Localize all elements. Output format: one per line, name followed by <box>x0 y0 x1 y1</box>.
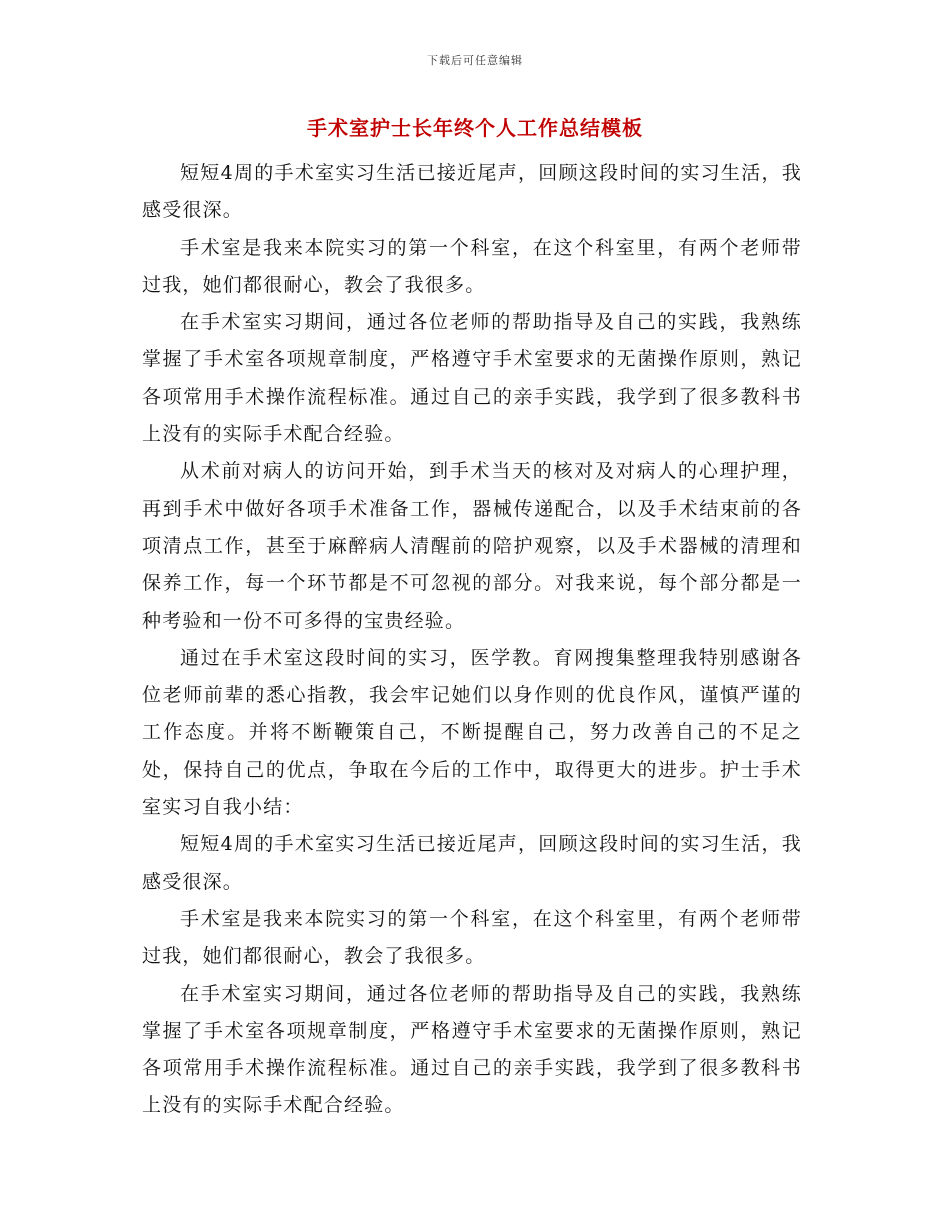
paragraph: 手术室是我来本院实习的第一个科室，在这个科室里，有两个老师带过我，她们都很耐心，教会了我很多。 <box>142 236 802 296</box>
paragraph: 通过在手术室这段时间的实习，医学教。育网搜集整理我特别感谢各位老师前辈的悉心指教，我会牢记她们以身作则的优良作风，谨慎严谨的工作态度。并将不断鞭策自己，不断提醒自己，努力改善自己的不足之处，保持自己的优点，争取在今后的工作中，取得更大的进步。护士手术室实习自我小结： <box>142 646 802 819</box>
header-note: 下载后可任意编辑 <box>427 54 523 67</box>
paragraph: 在手术室实习期间，通过各位老师的帮助指导及自己的实践，我熟练掌握了手术室各项规章制度，严格遵守手术室要求的无菌操作原则，熟记各项常用手术操作流程标准。通过自己的亲手实践，我学到了很多教科书上没有的实际手术配合经验。 <box>142 311 802 446</box>
document-body <box>142 155 802 1125</box>
paragraph: 手术室是我来本院实习的第一个科室，在这个科室里，有两个老师带过我，她们都很耐心，教会了我很多。 <box>142 907 802 968</box>
paragraph: 短短4周的手术室实习生活已接近尾声，回顾这段时间的实习生活，我感受很深。 <box>142 833 802 893</box>
paragraph: 从术前对病人的访问开始，到手术当天的核对及对病人的心理护理，再到手术中做好各项手术准备工作，器械传递配合，以及手术结束前的各项清点工作，甚至于麻醉病人清醒前的陪护观察，以及手术器械的清理和保养工作，每一个环节都是不可忽视的部分。对我来说，每个部分都是一种考验和一份不可多得的宝贵经验。 <box>142 460 802 632</box>
paragraph: 在手术室实习期间，通过各位老师的帮助指导及自己的实践，我熟练掌握了手术室各项规章制度，严格遵守手术室要求的无菌操作原则，熟记各项常用手术操作流程标准。通过自己的亲手实践，我学到了很多教科书上没有的实际手术配合经验。 <box>142 982 802 1117</box>
paragraph: 短短4周的手术室实习生活已接近尾声，回顾这段时间的实习生活，我感受很深。 <box>142 162 802 222</box>
document-title: 手术室护士长年终个人工作总结模板 <box>307 116 643 140</box>
